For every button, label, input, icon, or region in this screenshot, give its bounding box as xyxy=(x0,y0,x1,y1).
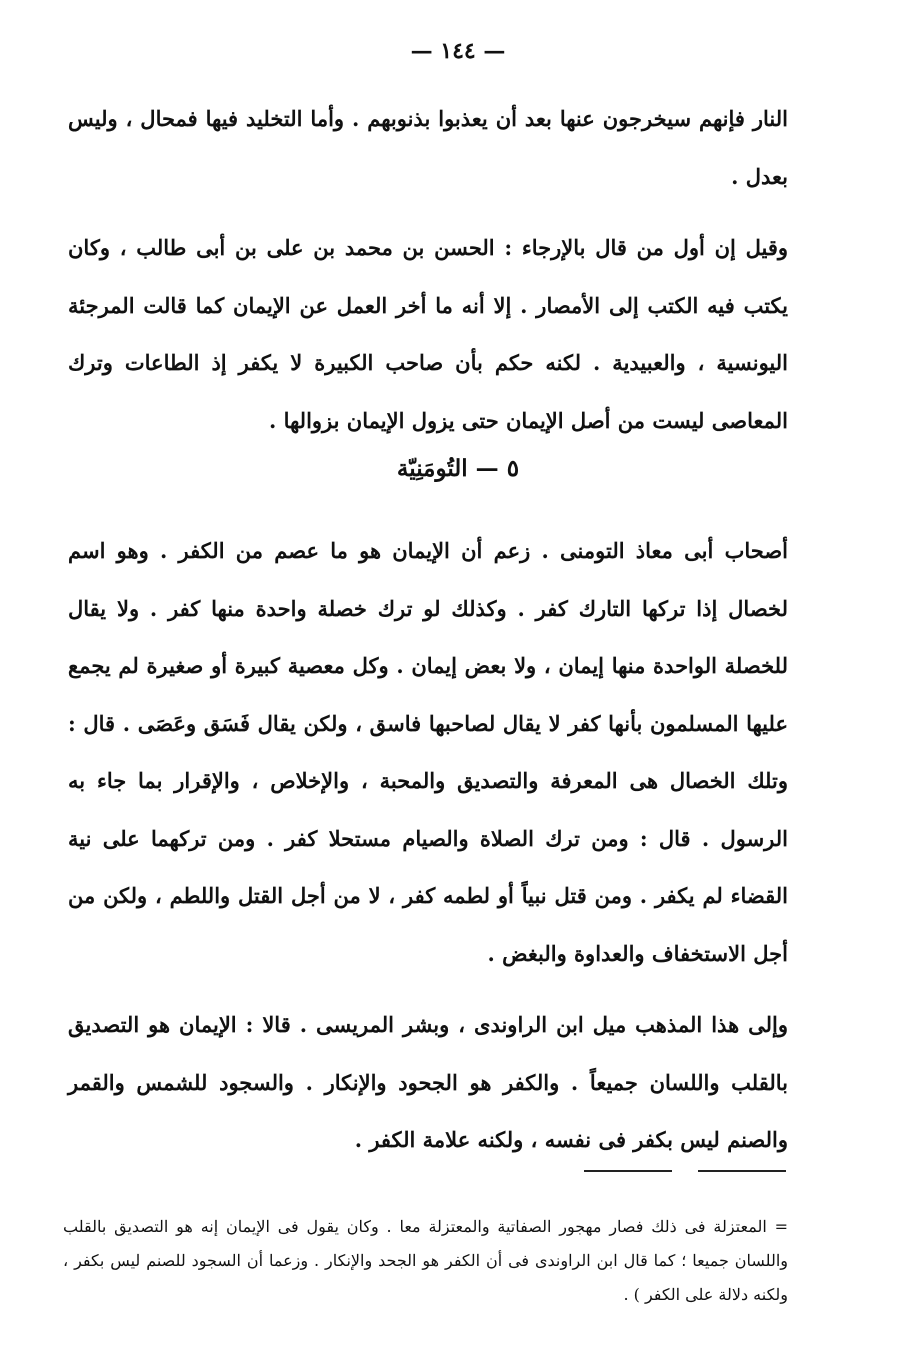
body-text-top xyxy=(68,90,788,449)
footnote-rule-left xyxy=(584,1170,672,1172)
paragraph-tumaniyya: أصحاب أبى معاذ التومنى . زعم أن الإيمان هو ما عصم من الكفر . وهو اسم لخصال إذا تركها التارك كفر . وكذلك لو ترك خصلة واحدة منها كفر . ولا يقال للخصلة الواحدة منها إيمان ، ولا بعض إيمان . وكل معصية كبيرة أو صغيرة لم يجمع عليها المسلمون بأنها كفر لا يقال لصاحبها فاسق ، ولكن يقال فَسَق وعَصَى . قال : وتلك الخصال هى المعرفة والتصديق والمحبة ، والإخلاص ، والإقرار بما جاء به الرسول . قال : ومن ترك الصلاة والصيام مستحلا كفر . ومن تركهما على نية القضاء لم يكفر . ومن قتل نبياً أو لطمه كفر ، لا من أجل القتل واللطم ، ولكن من أجل الاستخفاف والعداوة والبغض . xyxy=(68,538,788,966)
footnote: = المعتزلة فى ذلك فصار مهجور الصفاتية والمعتزلة معا . وكان يقول فى الإيمان إنه هو التصديق بالقلب واللسان جميعا ؛ كما قال ابن الراوندى فى أن الكفر هو الجحد والإنكار . وزعما أن السجود للصنم ليس بكفر ، ولكنه دلالة على الكفر ) . xyxy=(63,1217,788,1304)
footnote-rule-right xyxy=(698,1170,786,1172)
section-heading: ٥ — التُومَنِيّة xyxy=(396,455,520,482)
body-text-section xyxy=(68,522,788,1169)
paragraph-rawandi: وإلى هذا المذهب ميل ابن الراوندى ، وبشر المريسى . قالا : الإيمان هو التصديق بالقلب واللسان جميعاً . والكفر هو الجحود والإنكار . والسجود للشمس والقمر والصنم ليس بكفر فى نفسه ، ولكنه علامة الكفر . xyxy=(68,1012,788,1152)
page-number: — ١٤٤ — xyxy=(410,38,506,64)
paragraph-irja-origin: وقيل إن أول من قال بالإرجاء : الحسن بن محمد بن على بن أبى طالب ، وكان يكتب فيه الكتب إلى الأمصار . إلا أنه ما أخر العمل عن الإيمان كما قالت المرجئة اليونسية ، والعبيدية . لكنه حكم بأن صاحب الكبيرة لا يكفر إذ الطاعات وترك المعاصى ليست من أصل الإيمان حتى يزول الإيمان بزوالها . xyxy=(68,235,788,433)
paragraph-irja-end: النار فإنهم سيخرجون عنها بعد أن يعذبوا بذنوبهم . وأما التخليد فيها فمحال ، وليس بعدل . xyxy=(68,106,788,189)
